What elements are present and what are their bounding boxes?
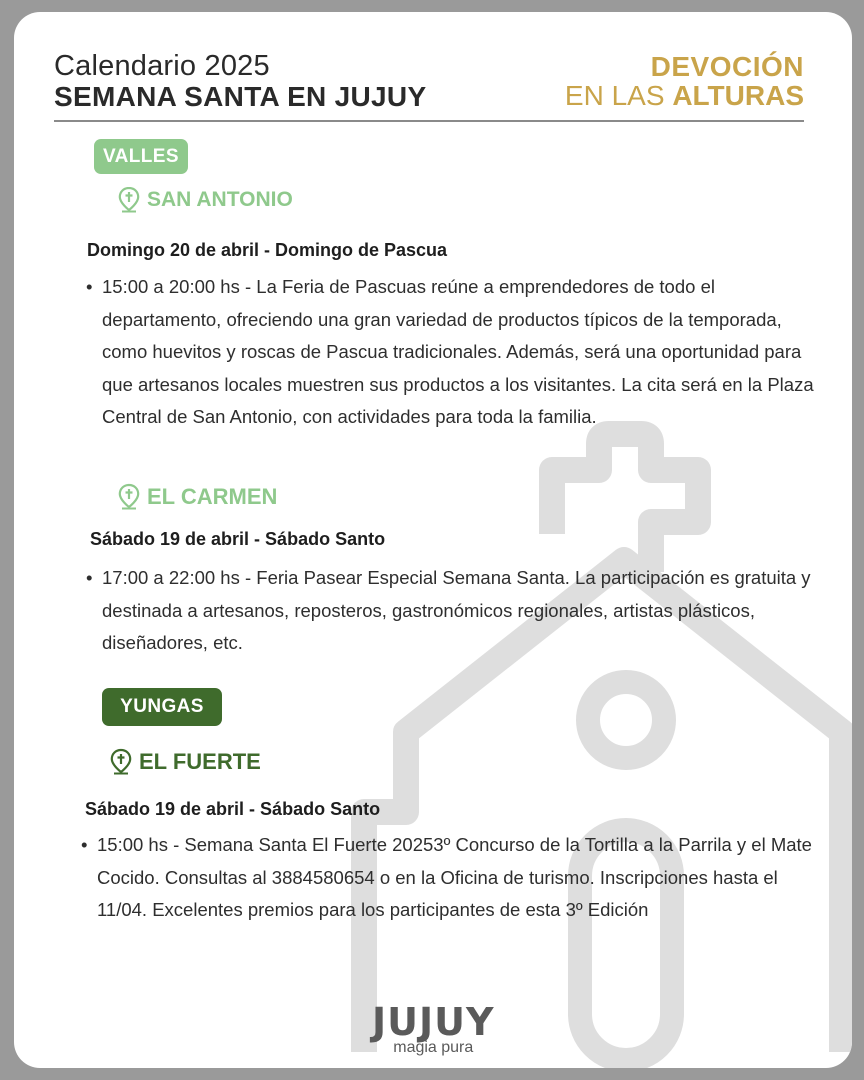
slogan-line-1: DEVOCIÓN [650,51,804,82]
location-name: EL CARMEN [147,484,278,509]
location-name: EL FUERTE [139,749,261,774]
slogan-prefix: EN LAS [564,80,673,111]
brand-slogan [565,52,804,110]
slogan-line-2 [565,81,804,110]
location-san-antonio [118,187,293,213]
event-date: Sábado 19 de abril - Sábado Santo [85,799,381,819]
location-name: SAN ANTONIO [147,188,293,211]
location-cross-pin-icon [110,748,132,776]
region-badge-valles: VALLES [94,139,188,174]
logo-word: JUJUY [372,1000,495,1044]
event-detail: • 15:00 hs - Semana Santa El Fuerte 20253º Concurso de la Tortilla a la Parrila y el Mate Cocido. Consultas al 3884580654 o en la Oficina de turismo. Inscripciones hasta el 11/04. Excelentes premios para los participantes de esta 3º Edición [81,829,817,927]
location-el-carmen [118,483,277,511]
event-detail: • 17:00 a 22:00 hs - Feria Pasear Especial Semana Santa. La participación es gratuita y destinada a artesanos, reposteros, gastronómicos regionales, artistas plásticos, diseñadores, etc. [86,562,822,660]
header-divider [54,120,804,122]
page-title: SEMANA SANTA EN JUJUY [54,81,427,112]
event-detail: • 15:00 a 20:00 hs - La Feria de Pascuas reúne a emprendedores de todo el departamento, ofreciendo una gran variedad de productos típicos de la temporada, como huevitos y roscas de Pascua tradicionales. Además, será una oportunidad para que artesanos locales muestren sus productos a los visitantes. La cita será en la Plaza Central de San Antonio, con actividades para toda la familia. [86,271,822,434]
event-date: Sábado 19 de abril - Sábado Santo [90,529,386,549]
location-el-fuerte [110,748,261,776]
event-date: Domingo 20 de abril - Domingo de Pascua [87,240,448,260]
jujuy-logo [372,1000,495,1057]
logo-tagline: magia pura [393,1039,474,1056]
calendar-card [14,12,852,1068]
location-cross-pin-icon [118,483,140,511]
slogan-bold: ALTURAS [672,80,804,111]
calendar-label: Calendario 2025 [54,50,270,82]
header-title-block [54,50,426,112]
location-cross-pin-icon [118,187,140,213]
region-badge-yungas: YUNGAS [102,688,222,726]
